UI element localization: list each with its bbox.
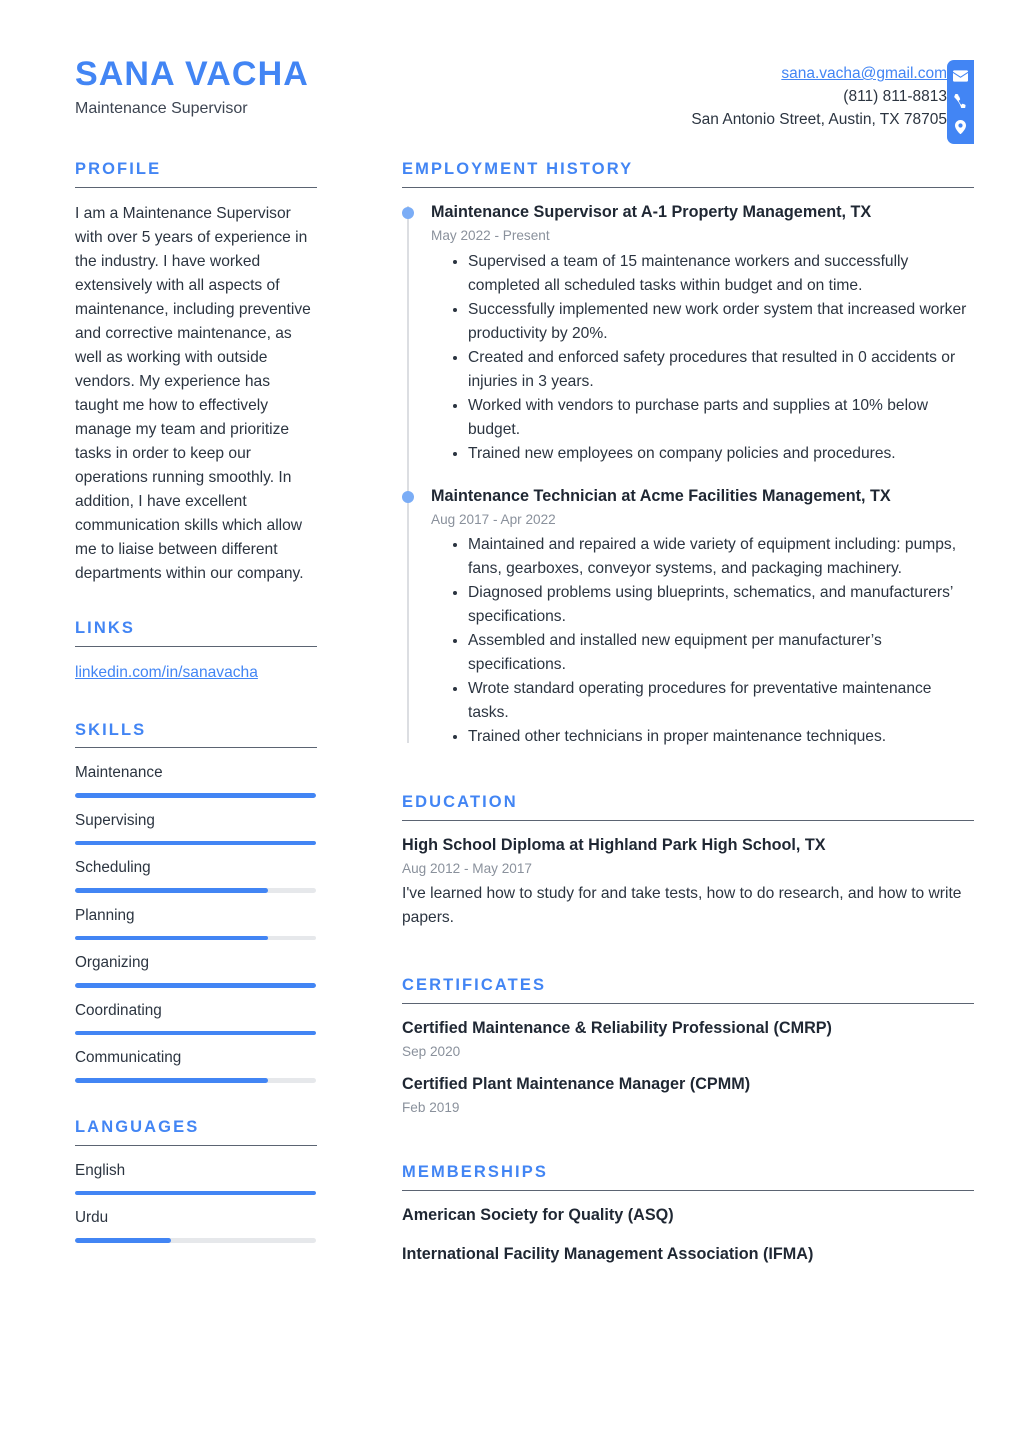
section-divider xyxy=(402,1003,974,1004)
job-title-subtitle: Maintenance Supervisor xyxy=(75,99,248,117)
bullet-item: Trained new employees on company policies and procedures. xyxy=(453,442,974,466)
certificate-entry xyxy=(402,1074,974,1117)
main-column xyxy=(345,160,974,1283)
skill-row xyxy=(75,857,317,893)
employment-entry xyxy=(431,486,974,750)
section-links xyxy=(75,619,317,685)
profile-summary-text: I am a Maintenance Supervisor with over 5 years of experience in the industry. I have worked extensively with all aspects of maintenance, including preventive and corrective maintenance, as well as working with outside vendors. My experience has taught me how to effectively manage my team and prioritize tasks in order to keep our operations running smoothly. In addition, I have excellent communication skills which allow me to liaise between different departments within our company. xyxy=(75,204,311,582)
skill-row xyxy=(75,952,317,988)
skill-level-fill xyxy=(75,936,268,941)
skill-level-track xyxy=(75,888,316,893)
employment-date: Aug 2017 - Apr 2022 xyxy=(431,511,556,527)
section-skills xyxy=(75,721,317,1083)
section-divider xyxy=(75,187,317,188)
skill-level-track xyxy=(75,983,316,988)
certificate-title: Certified Plant Maintenance Manager (CPMM) xyxy=(402,1075,751,1094)
bullet-item: Assembled and installed new equipment per manufacturer’s specifications. xyxy=(453,629,974,677)
contact-icon-rail xyxy=(947,60,974,144)
sidebar-column xyxy=(75,160,345,1255)
certificate-date: Sep 2020 xyxy=(402,1043,461,1059)
language-row xyxy=(75,1207,317,1243)
section-heading-certificates: CERTIFICATES xyxy=(402,975,547,994)
page-title: SANA VACHA xyxy=(75,55,309,93)
skill-level-fill xyxy=(75,1078,268,1083)
skill-level-fill xyxy=(75,983,316,988)
skill-level-fill xyxy=(75,888,268,893)
language-level-track xyxy=(75,1191,316,1196)
phone-icon xyxy=(954,94,968,108)
skill-row xyxy=(75,905,317,941)
section-divider xyxy=(402,187,974,188)
skill-label: Organizing xyxy=(75,954,149,972)
section-profile xyxy=(75,160,317,586)
resume-header xyxy=(0,0,1024,160)
employment-timeline xyxy=(402,202,974,749)
membership-item: International Facility Management Association (IFMA) xyxy=(402,1244,814,1263)
bullet-item: Wrote standard operating procedures for preventative maintenance tasks. xyxy=(453,677,974,725)
skill-row xyxy=(75,762,317,798)
education-description: I've learned how to study for and take tests, how to do research, and how to write papers. xyxy=(402,884,962,926)
bullet-item: Supervised a team of 15 maintenance workers and successfully completed all scheduled tasks within budget and on time. xyxy=(453,250,974,298)
certificate-title: Certified Maintenance & Reliability Professional (CMRP) xyxy=(402,1018,832,1037)
section-languages xyxy=(75,1118,317,1243)
skill-label: Planning xyxy=(75,906,135,924)
section-heading-education: EDUCATION xyxy=(402,793,518,812)
employment-title: Maintenance Technician at Acme Facilities Management, TX xyxy=(431,486,891,505)
certificate-date: Feb 2019 xyxy=(402,1100,460,1116)
email-link[interactable]: sana.vacha@gmail.com xyxy=(781,65,947,82)
employment-date: May 2022 - Present xyxy=(431,227,550,243)
employment-title: Maintenance Supervisor at A-1 Property Management, TX xyxy=(431,202,872,221)
language-label: English xyxy=(75,1161,126,1179)
skill-level-fill xyxy=(75,793,316,798)
skill-level-fill xyxy=(75,1031,316,1036)
bullet-item: Successfully implemented new work order system that increased worker productivity by 20%. xyxy=(453,298,974,346)
section-heading-skills: SKILLS xyxy=(75,720,147,739)
section-divider xyxy=(75,646,317,647)
section-heading-employment: EMPLOYMENT HISTORY xyxy=(402,160,634,178)
skill-row xyxy=(75,810,317,846)
certificate-entry xyxy=(402,1018,974,1061)
contact-details xyxy=(691,62,947,131)
skill-level-track xyxy=(75,1031,316,1036)
skill-label: Scheduling xyxy=(75,859,151,877)
bullet-item: Created and enforced safety procedures that resulted in 0 accidents or injuries in 3 years. xyxy=(453,346,974,394)
section-heading-languages: LANGUAGES xyxy=(75,1117,200,1136)
skill-level-track xyxy=(75,793,316,798)
skill-row xyxy=(75,1000,317,1036)
skill-label: Communicating xyxy=(75,1049,182,1067)
contact-address-line: San Antonio Street, Austin, TX 78705 xyxy=(691,111,947,128)
name-block xyxy=(75,57,309,118)
section-divider xyxy=(75,747,317,748)
language-level-fill xyxy=(75,1191,316,1196)
language-label: Urdu xyxy=(75,1209,109,1227)
resume-body xyxy=(0,160,1024,1283)
section-heading-profile: PROFILE xyxy=(75,160,162,178)
membership-item: American Society for Quality (ASQ) xyxy=(402,1205,674,1224)
skill-level-fill xyxy=(75,841,316,846)
skill-label: Supervising xyxy=(75,811,155,829)
timeline-dot-icon xyxy=(402,207,414,219)
link-item-linkedin[interactable]: linkedin.com/in/sanavacha xyxy=(75,663,258,681)
section-divider xyxy=(402,820,974,821)
section-divider xyxy=(402,1190,974,1191)
skill-level-track xyxy=(75,1078,316,1083)
language-row xyxy=(75,1160,317,1196)
employment-bullet-list xyxy=(431,250,974,466)
education-entry xyxy=(402,835,974,930)
bullet-item: Diagnosed problems using blueprints, schematics, and manufacturers’ specifications. xyxy=(453,581,974,629)
section-employment-history xyxy=(402,160,974,749)
section-divider xyxy=(75,1145,317,1146)
section-heading-links: LINKS xyxy=(75,618,135,637)
section-heading-memberships: MEMBERSHIPS xyxy=(402,1163,548,1182)
language-level-fill xyxy=(75,1238,171,1243)
language-level-track xyxy=(75,1238,316,1243)
skill-row xyxy=(75,1047,317,1083)
bullet-item: Maintained and repaired a wide variety of equipment including: pumps, fans, gearboxes, conveyor systems, and packaging machinery. xyxy=(453,533,974,581)
skill-level-track xyxy=(75,936,316,941)
skill-label: Maintenance xyxy=(75,764,163,782)
location-pin-icon xyxy=(955,120,966,134)
education-title: High School Diploma at Highland Park High School, TX xyxy=(402,836,826,855)
timeline-dot-icon xyxy=(402,491,414,503)
employment-entry xyxy=(431,202,974,466)
contact-email-line xyxy=(691,62,947,85)
contact-phone-line: (811) 811-8813 xyxy=(843,88,947,105)
bullet-item: Trained other technicians in proper maintenance techniques. xyxy=(453,725,974,749)
bullet-item: Worked with vendors to purchase parts and supplies at 10% below budget. xyxy=(453,394,974,442)
section-certificates xyxy=(402,976,974,1117)
section-memberships xyxy=(402,1163,974,1265)
skill-label: Coordinating xyxy=(75,1001,162,1019)
employment-bullet-list xyxy=(431,533,974,749)
skill-level-track xyxy=(75,841,316,846)
education-date: Aug 2012 - May 2017 xyxy=(402,861,532,877)
envelope-icon xyxy=(953,70,968,82)
section-education xyxy=(402,793,974,930)
